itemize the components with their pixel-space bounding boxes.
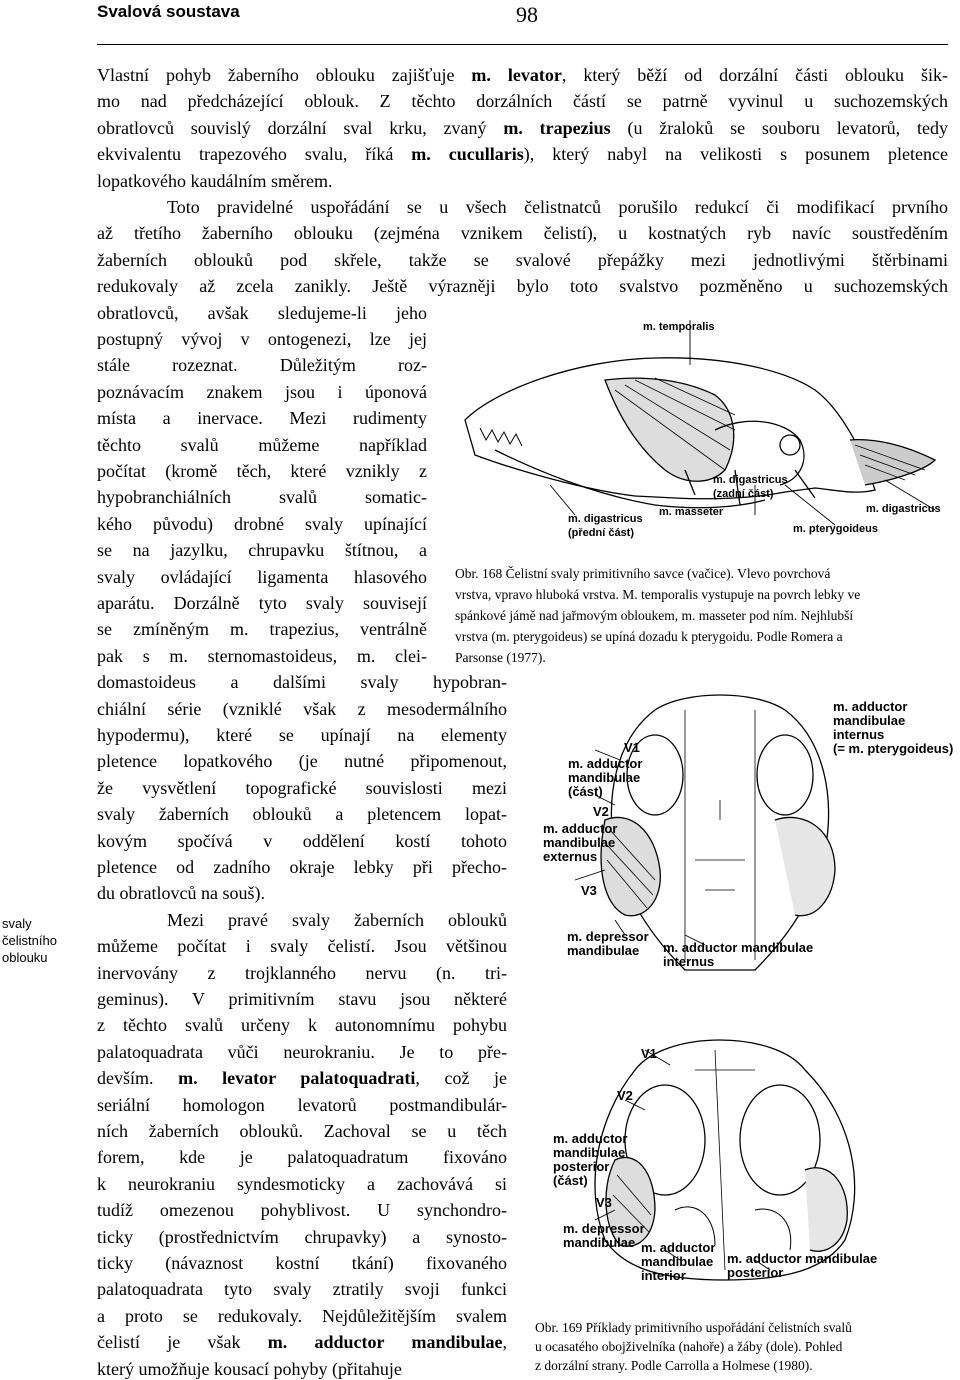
label-line: mandibulae bbox=[833, 713, 906, 728]
text-line bbox=[97, 618, 427, 640]
text-line bbox=[97, 830, 507, 852]
text-run: který umožňuje kousací pohyby (přitahuje bbox=[97, 1358, 402, 1379]
text-run: se na jazylku, chrupavku štítnou, a bbox=[97, 540, 427, 561]
text-run: počítat (kromě těch, které vznikly z bbox=[97, 461, 427, 481]
text-line bbox=[97, 1358, 507, 1380]
label-add-interior bbox=[641, 1241, 715, 1283]
emphasis-term: m. trapezius bbox=[503, 117, 611, 138]
text-line bbox=[97, 302, 427, 324]
text-run: aparátu. Dorzálně tyto svaly souvisejí bbox=[97, 593, 427, 613]
header-rule bbox=[97, 44, 948, 45]
text-line bbox=[97, 328, 427, 350]
label-line: m. digastricus bbox=[568, 513, 643, 525]
text-line bbox=[97, 143, 948, 165]
label-depressor-bottom bbox=[563, 1222, 645, 1250]
label-line: m. adductor bbox=[543, 821, 618, 836]
text-line bbox=[97, 1226, 507, 1248]
label-line: posterior bbox=[553, 1159, 610, 1174]
text-run: stále rozeznat. Důležitým roz- bbox=[97, 355, 427, 376]
caption-line: Obr. 168 Čelistní svaly primitivního savce (vačice). Vlevo povrchová bbox=[455, 566, 831, 581]
text-run: kého původu) drobné svaly upínající bbox=[97, 513, 427, 534]
label-line: m. digastricus bbox=[713, 474, 788, 486]
text-run: seriální homologon levatorů postmandibulár- bbox=[97, 1094, 507, 1115]
text-run: že vysvětlení topografické souvislosti mezi bbox=[97, 777, 507, 798]
text-run: obratlovců souvislý dorzální sval krku, zvaný bbox=[97, 117, 504, 138]
label-masseter: m. masseter bbox=[659, 506, 724, 518]
label-v1-top: V1 bbox=[624, 740, 640, 755]
margin-note-line: čelistního bbox=[2, 933, 57, 948]
text-line bbox=[97, 275, 948, 297]
text-line bbox=[97, 566, 427, 588]
label-line: mandibulae bbox=[567, 943, 640, 958]
text-run: palatoquadrata vůči neurokraniu. Je to pře- bbox=[97, 1041, 507, 1062]
label-line: internus bbox=[833, 727, 885, 742]
text-run: pletence lopatkového (je nutné připomenout, bbox=[97, 751, 507, 772]
label-depressor-top bbox=[567, 930, 649, 958]
label-line: mandibulae bbox=[563, 1235, 636, 1250]
text-line bbox=[97, 671, 507, 693]
text-run: pletence od zadního okraje lebky při přecho- bbox=[97, 857, 507, 877]
label-v3-top: V3 bbox=[581, 883, 597, 898]
text-line bbox=[97, 117, 948, 139]
label-digastricus-zadni bbox=[713, 473, 788, 501]
text-line bbox=[97, 434, 427, 456]
label-add-posterior-part bbox=[553, 1132, 627, 1188]
label-line: internus bbox=[663, 954, 715, 969]
text-run: ních žaberních oblouků. Zachoval se u těch bbox=[97, 1121, 507, 1141]
text-line bbox=[97, 1278, 507, 1300]
text-line bbox=[97, 1252, 507, 1274]
text-run: , což je bbox=[415, 1068, 508, 1089]
text-run: obratlovců, avšak sledujeme-li jeho bbox=[97, 302, 427, 323]
text-line bbox=[97, 935, 507, 957]
label-digastricus-predni bbox=[568, 512, 643, 540]
text-line bbox=[97, 856, 507, 878]
margin-note bbox=[2, 915, 82, 966]
label-line: (přední část) bbox=[568, 527, 635, 539]
label-line: m. adductor bbox=[833, 699, 908, 714]
text-run: , který běží od dorzální části oblouku šik- bbox=[561, 65, 948, 85]
text-run: redukovaly až zcela zanikly. Ještě výrazněji bylo toto svalstvo pozměněno u suchozemských bbox=[97, 276, 948, 297]
section-title: Svalová soustava bbox=[97, 2, 240, 21]
text-run: Mezi pravé svaly žaberních oblouků bbox=[167, 909, 507, 930]
emphasis-term: m. levator bbox=[471, 65, 562, 85]
label-add-posterior bbox=[727, 1252, 877, 1280]
text-run: poznávacím znakem jsou i úponová bbox=[97, 381, 427, 402]
text-run: těchto svalů můžeme například bbox=[97, 434, 427, 455]
label-line: m. depressor bbox=[563, 1221, 645, 1236]
text-run: mo nad předcházející oblouk. Z těchto dorzálních částí se patrně vyvinul u suchozemských bbox=[97, 91, 948, 112]
label-line: m. adductor bbox=[568, 756, 643, 771]
text-run: lopatkového kaudálním směrem. bbox=[97, 170, 333, 191]
text-run: ticky (návaznost kostní tkání) fixovaného bbox=[97, 1253, 507, 1273]
margin-note-line: oblouku bbox=[2, 950, 48, 965]
caption-line: Obr. 169 Příklady primitivního uspořádání čelistních svalů bbox=[535, 1320, 852, 1335]
text-run: chiální série (vzniklé však z mesodermálního bbox=[97, 698, 507, 719]
text-run: svaly žaberních oblouků a pletencem lopat- bbox=[97, 804, 507, 825]
text-line bbox=[97, 1014, 507, 1036]
text-run: domastoideus a dalšími svaly hypobran- bbox=[97, 672, 507, 693]
text-line bbox=[97, 354, 427, 376]
text-line bbox=[97, 513, 427, 535]
text-run: Toto pravidelné uspořádání se u všech čelistnatců porušilo redukcí či modifikací prvního bbox=[167, 197, 948, 217]
label-line: (zadní část) bbox=[713, 488, 774, 500]
text-line bbox=[97, 249, 948, 271]
text-line bbox=[97, 750, 507, 772]
text-line bbox=[97, 460, 427, 482]
text-line bbox=[97, 592, 427, 614]
text-run: kovým spočívá v oddělení kostí tohoto bbox=[97, 830, 507, 851]
text-line bbox=[97, 90, 948, 112]
label-add-part bbox=[568, 757, 642, 799]
text-run: palatoquadrata tyto svaly ztratily svoji funkci bbox=[97, 1279, 507, 1300]
text-line bbox=[97, 1067, 507, 1089]
text-run: až třetího žaberního oblouku (zejména vznikem čelistí), u kostnatých ryb navíc soustředěním bbox=[97, 223, 948, 244]
text-run: devším. bbox=[97, 1068, 179, 1089]
label-digastricus: m. digastricus bbox=[866, 503, 941, 515]
label-line: mandibulae bbox=[641, 1254, 714, 1269]
text-run: (u žraloků se souboru levatorů, tedy bbox=[610, 117, 948, 138]
text-run: z těchto svalů určeny k autonomnímu pohybu bbox=[97, 1015, 507, 1036]
text-line bbox=[97, 1041, 507, 1063]
text-run: , bbox=[502, 1332, 507, 1353]
label-line: m. adductor bbox=[641, 1240, 716, 1255]
text-run: hypobranchiálních svalů somatic- bbox=[97, 487, 427, 508]
text-run: se zmíněným m. trapezius, ventrálně bbox=[97, 619, 427, 640]
text-line bbox=[97, 962, 507, 984]
text-run: Vlastní pohyb žaberního oblouku zajišťuje bbox=[97, 65, 472, 85]
text-run: tudíž omezenou pohyblivost. U synchondro- bbox=[97, 1200, 507, 1221]
text-run: geminus). V primitivním stavu jsou některé bbox=[97, 989, 507, 1009]
label-add-internus-bottom bbox=[663, 941, 813, 969]
label-v2-top: V2 bbox=[593, 804, 609, 819]
label-line: mandibulae bbox=[553, 1145, 626, 1160]
text-run: ), který nabyl na velikosti s posunem pletence bbox=[523, 144, 948, 165]
text-line bbox=[97, 381, 427, 403]
caption-line: z dorzální strany. Podle Carrolla a Holmese (1980). bbox=[535, 1358, 813, 1373]
label-add-internus-right bbox=[833, 700, 953, 756]
text-line bbox=[97, 407, 427, 429]
caption-line: vrstva, vpravo hluboká vrstva. M. temporalis vystupuje na povrch lebky ve bbox=[455, 587, 861, 602]
label-line: mandibulae bbox=[568, 770, 641, 785]
text-run: inervovány z trojklanného nervu (n. tri- bbox=[97, 962, 507, 983]
text-line bbox=[97, 882, 507, 904]
label-line: m. adductor mandibulae bbox=[727, 1251, 878, 1266]
text-run: pak s m. sternomastoideus, m. clei- bbox=[97, 645, 427, 666]
label-add-externus bbox=[543, 822, 617, 864]
caption-line: Parsonse (1977). bbox=[455, 650, 546, 665]
text-line bbox=[97, 1094, 507, 1116]
emphasis-term: m. levator palatoquadrati bbox=[178, 1068, 416, 1089]
label-line: externus bbox=[543, 849, 598, 864]
text-line bbox=[97, 1146, 507, 1168]
label-line: (část) bbox=[553, 1173, 588, 1188]
text-run: žaberních oblouků pod skřele, takže se svalové přepážky mezi jednotlivými štěrbinami bbox=[97, 249, 948, 270]
caption-line: spánkové jámě nad jařmovým obloukem, m. masseter pod ním. Nejhlubší bbox=[455, 608, 854, 623]
text-line bbox=[97, 170, 948, 192]
label-pterygoideus: m. pterygoideus bbox=[793, 523, 878, 535]
text-run: můžeme počítat i svaly čelistí. Jsou většinou bbox=[97, 936, 507, 957]
text-run: místa a inervace. Mezi rudimenty bbox=[97, 408, 427, 429]
text-line bbox=[167, 196, 948, 218]
page-number: 98 bbox=[516, 2, 538, 27]
text-line bbox=[97, 1199, 507, 1221]
label-line: m. adductor mandibulae bbox=[663, 940, 814, 955]
text-line bbox=[97, 539, 427, 561]
text-run: ticky (prostřednictvím chrupavky) a synosto- bbox=[97, 1226, 507, 1247]
text-run: a proto se redukovaly. Nejdůležitějším svalem bbox=[97, 1305, 507, 1326]
text-run: du obratlovců na souš). bbox=[97, 883, 265, 904]
caption-line: vrstva (m. pterygoideus) se upíná dozadu k pterygoidu. Podle Romera a bbox=[455, 629, 843, 644]
label-line: posterior bbox=[727, 1265, 784, 1280]
text-line bbox=[97, 1331, 507, 1353]
label-line: (část) bbox=[568, 784, 603, 799]
text-run: k neurokraniu syndesmoticky a zachovává si bbox=[97, 1173, 507, 1194]
label-v2-bottom: V2 bbox=[617, 1088, 633, 1103]
text-line bbox=[97, 645, 427, 667]
label-v1-bottom: V1 bbox=[641, 1046, 657, 1061]
text-line bbox=[97, 988, 507, 1010]
margin-note-line: svaly bbox=[2, 916, 32, 931]
text-run: čelistí je však bbox=[97, 1332, 268, 1353]
text-run: svaly ovládající ligamenta hlasového bbox=[97, 566, 427, 587]
text-line bbox=[97, 724, 507, 746]
label-line: (= m. pterygoideus) bbox=[833, 741, 954, 756]
label-line: m. adductor bbox=[553, 1131, 628, 1146]
text-run: ekvivalentu trapezového svalu, říká bbox=[97, 144, 412, 165]
text-line bbox=[97, 698, 507, 720]
text-line bbox=[97, 803, 507, 825]
text-line bbox=[97, 1305, 507, 1327]
emphasis-term: m. adductor mandibulae bbox=[267, 1332, 503, 1353]
label-v3-bottom: V3 bbox=[596, 1195, 612, 1210]
text-line bbox=[97, 222, 948, 244]
caption-line: u ocasatého obojživelníka (nahoře) a žáby (dole). Pohled bbox=[535, 1339, 843, 1354]
label-line: interior bbox=[641, 1268, 686, 1283]
text-run: postupný vývoj v ontogenezi, lze jej bbox=[97, 329, 427, 349]
label-line: m. depressor bbox=[567, 929, 649, 944]
label-line: mandibulae bbox=[543, 835, 616, 850]
label-temporalis: m. temporalis bbox=[643, 321, 715, 333]
text-line bbox=[97, 64, 948, 86]
text-line bbox=[97, 486, 427, 508]
emphasis-term: m. cucullaris bbox=[411, 144, 524, 165]
text-run: forem, kde je palatoquadratum fixováno bbox=[97, 1147, 507, 1168]
text-line bbox=[97, 1173, 507, 1195]
text-line bbox=[167, 909, 507, 931]
text-line bbox=[97, 1120, 507, 1142]
text-line bbox=[97, 777, 507, 799]
text-run: hypodermu), které se upínají na elementy bbox=[97, 725, 507, 745]
